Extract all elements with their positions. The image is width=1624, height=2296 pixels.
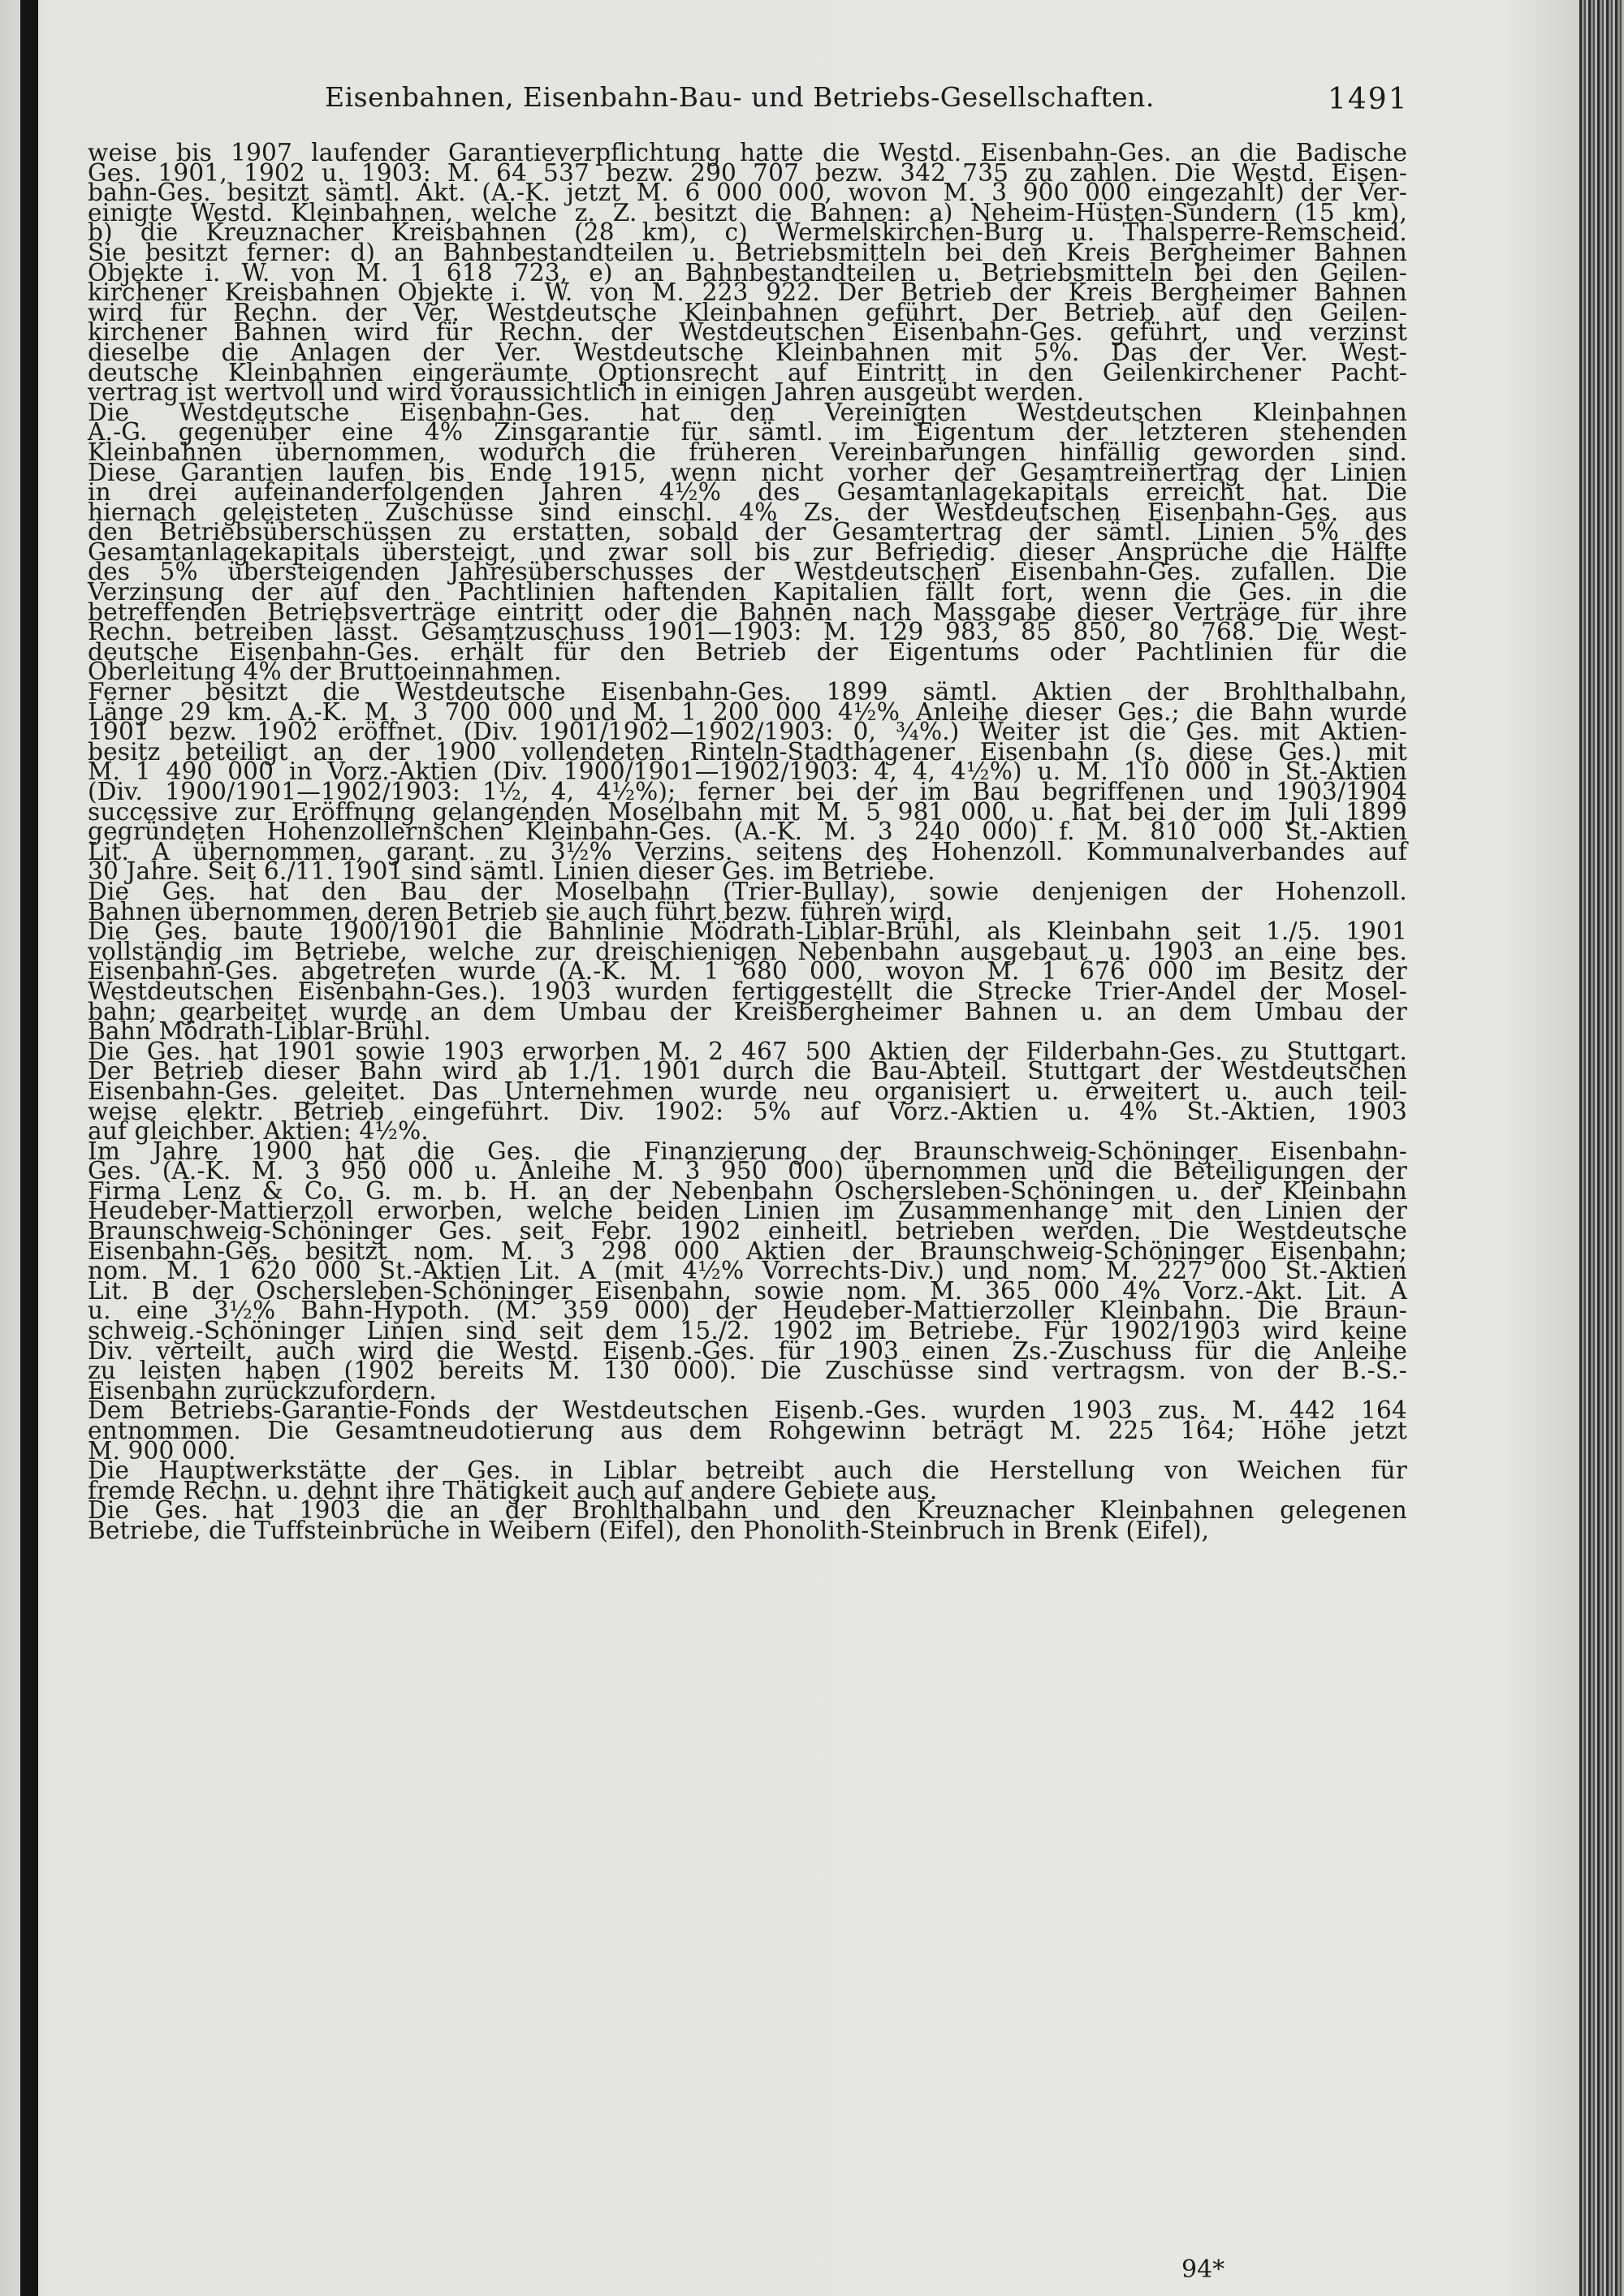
text-line: Oberleitung 4% der Bruttoeinnahmen. [88,658,562,686]
printer-signature-mark: 94* [1181,2255,1225,2284]
text-line: nom. M. 1 620 000 St.-Aktien Lit. A (mit 4½% Vorrechts-Div.) und nom. M. 227 000 St.-Aktien [88,1257,1407,1285]
text-line: Lit. B der Oschersleben-Schöninger Eisenbahn, sowie nom. M. 365 000 4% Vorz.-Akt. Lit. A [88,1276,1407,1305]
text-line: kirchener Bahnen wird für Rechn. der Westdeutschen Eisenbahn-Ges. geführt, und verzinst [88,318,1407,347]
text-line: (Div. 1900/1901—1902/1903: 1½, 4, 4½%); ferner bei der im Bau begriffenen und 1903/1904 [88,778,1407,805]
text-line: 30 Jahre. Seit 6./11. 1901 sind sämtl. Linien dieser Ges. im Betriebe. [88,857,935,886]
text-line: kirchener Kreisbahnen Objekte i. W. von M. 223 922. Der Betrieb der Kreis Bergheimer Bahnen [88,278,1407,307]
paragraph [88,917,1407,1046]
text-line: in drei aufeinanderfolgenden Jahren 4½% des Gesamtanlagekapitals erreicht hat. Die [88,478,1407,507]
text-line: fremde Rechn. u. dehnt ihre Thätigkeit auch auf andere Gebiete aus. [88,1476,938,1504]
text-line: M. 900 000. [88,1436,236,1465]
paragraph [88,1037,1407,1146]
text-line: entnommen. Die Gesamtneudotierung aus dem Rohgewinn beträgt M. 225 164; Höhe jetzt [88,1417,1407,1444]
text-line: Diese Garantien laufen bis Ende 1915, wenn nicht vorher der Gesamtreinertrag der Linien [88,458,1407,486]
text-line: weise elektr. Betrieb eingeführt. Div. 1902: 5% auf Vorz.-Aktien u. 4% St.-Aktien, 1903 [88,1097,1407,1125]
text-line: Heudeber-Mattierzoll erworben, welche beiden Linien im Zusammenhange mit den Linien der [88,1197,1407,1225]
text-line: Im Jahre 1900 hat die Ges. die Finanzierung der Braunschweig-Schöninger Eisenbahn- [88,1137,1407,1165]
text-line: Ferner besitzt die Westdeutsche Eisenbahn-Ges. 1899 sämtl. Aktien der Brohlthalbahn, [88,678,1407,706]
body-text [88,139,1407,1544]
text-line: A.-G. gegenüber eine 4% Zinsgarantie für sämtl. im Eigentum der letzteren stehenden [88,418,1407,447]
text-line: Braunschweig-Schöninger Ges. seit Febr. 1902 einheitl. betrieben werden. Die Westdeutsche [88,1217,1407,1245]
text-line: Westdeutschen Eisenbahn-Ges.). 1903 wurden fertiggestellt die Strecke Trier-Andel der Mosel- [88,977,1407,1005]
text-line: zu leisten haben (1902 bereits M. 130 000). Die Zuschüsse sind vertragsm. von der B.-S.- [88,1357,1407,1385]
text-line: vertrag ist wertvoll und wird voraussichtlich in einigen Jahren ausgeübt werden. [88,378,1085,407]
text-line: Dem Betriebs-Garantie-Fonds der Westdeutschen Eisenb.-Ges. wurden 1903 zus. M. 442 164 [88,1396,1407,1425]
paragraph [88,1496,1407,1544]
text-line: hiernach geleisteten Zuschüsse sind einschl. 4% Zs. der Westdeutschen Eisenbahn-Ges. aus [88,498,1407,526]
text-line: weise bis 1907 laufender Garantieverpflichtung hatte die Westd. Eisenbahn-Ges. an die Badische [88,139,1407,166]
text-line: Bahn Mödrath-Liblar-Brühl. [88,1017,431,1046]
text-line: Die Hauptwerkstätte der Ges. in Liblar betreibt auch die Herstellung von Weichen für [88,1457,1407,1485]
paragraph [88,1396,1407,1465]
text-line: Die Ges. hat 1903 die an der Brohlthalbahn und den Kreuznacher Kleinbahnen gelegenen [88,1496,1407,1525]
text-line: betreffenden Betriebsverträge eintritt oder die Bahnen nach Massgabe dieser Verträge für ihre [88,598,1407,626]
page-edge-right [1579,0,1624,2296]
text-line: des 5% übersteigenden Jahresüberschusses der Westdeutschen Eisenbahn-Ges. zufallen. Die [88,558,1407,586]
text-line: einigte Westd. Kleinbahnen, welche z. Z. besitzt die Bahnen: a) Neheim-Hüsten-Sundern (15 km), [88,198,1407,227]
text-line: Rechn. betreiben lässt. Gesamtzuschuss 1901—1903: M. 129 983, 85 850, 80 768. Die West- [88,618,1407,646]
text-line: Ges. (A.-K. M. 3 950 000 u. Anleihe M. 3 950 000) übernommen und die Beteiligungen der [88,1157,1407,1185]
text-line: bahn; gearbeitet wurde an dem Umbau der Kreisbergheimer Bahnen u. an dem Umbau der [88,997,1407,1025]
text-line: 1901 bezw. 1902 eröffnet. (Div. 1901/1902—1902/1903: 0, ¾%.) Weiter ist die Ges. mit Aktien- [88,718,1407,746]
text-line: auf gleichber. Aktien: 4½%. [88,1117,429,1146]
text-line: vollständig im Betriebe, welche zur dreischienigen Nebenbahn ausgebaut u. 1903 an eine bes. [88,937,1407,965]
text-line: wird für Rechn. der Ver. Westdeutsche Kleinbahnen geführt. Der Betrieb auf den Geilen- [88,298,1407,326]
text-line: Objekte i. W. von M. 1 618 723, e) an Bahnbestandteilen u. Betriebsmitteln bei den Geilen- [88,258,1407,287]
text-line: Eisenbahn-Ges. besitzt nom. M. 3 298 000 Aktien der Braunschweig-Schöninger Eisenbahn; [88,1236,1407,1265]
text-line: gegründeten Hohenzollernschen Kleinbahn-Ges. (A.-K. M. 3 240 000) f. M. 810 000 St.-Aktien [88,818,1407,846]
text-line: Die Westdeutsche Eisenbahn-Ges. hat den Vereinigten Westdeutschen Kleinbahnen [88,398,1407,426]
text-line: deutsche Kleinbahnen eingeräumte Optionsrecht auf Eintritt in den Geilenkirchener Pacht- [88,358,1407,386]
text-line: Der Betrieb dieser Bahn wird ab 1./1. 1901 durch die Bau-Abteil. Stuttgart der Westdeutschen [88,1057,1407,1085]
text-line: Gesamtanlagekapitals übersteigt, und zwar soll bis zur Befriedig. dieser Ansprüche die Hälfte [88,537,1407,566]
text-line: deutsche Eisenbahn-Ges. erhält für den Betrieb der Eigentums oder Pachtlinien für die [88,637,1407,666]
text-line: Bahnen übernommen, deren Betrieb sie auch führt bezw. führen wird. [88,897,953,926]
text-line: besitz beteiligt an der 1900 vollendeten Rinteln-Stadthagener Eisenbahn (s. diese Ges.) mit [88,737,1407,766]
text-line: Eisenbahn-Ges. abgetreten wurde (A.-K. M. 1 680 000, wovon M. 1 676 000 im Besitz der [88,957,1407,986]
text-line: dieselbe die Anlagen der Ver. Westdeutsche Kleinbahnen mit 5%. Das der Ver. West- [88,338,1407,366]
text-line: Sie besitzt ferner: d) an Bahnbestandteilen u. Betriebsmitteln bei den Kreis Bergheimer Bahnen [88,238,1407,266]
text-line: Firma Lenz & Co. G. m. b. H. an der Nebenbahn Oschersleben-Schöningen u. der Kleinbahn [88,1176,1407,1205]
paragraph [88,398,1407,686]
text-line: Kleinbahnen übernommen, wodurch die früheren Vereinbarungen hinfällig geworden sind. [88,438,1407,466]
text-line: Verzinsung der auf den Pachtlinien haftenden Kapitalien fällt fort, wenn die Ges. in die [88,578,1407,606]
text-line: Eisenbahn-Ges. geleitet. Das Unternehmen wurde neu organisiert u. erweitert u. auch teil- [88,1077,1407,1105]
text-line: u. eine 3½% Bahn-Hypoth. (M. 359 000) der Heudeber-Mattierzoller Kleinbahn. Die Braun- [88,1297,1407,1325]
page-number: 1491 [1328,83,1409,116]
text-line: Eisenbahn zurückzufordern. [88,1376,437,1405]
paragraph [88,877,1407,926]
running-header: Eisenbahnen, Eisenbahn-Bau- und Betriebs-Gesellschaften. [325,81,1155,113]
text-line: schweig.-Schöninger Linien sind seit dem 15./2. 1902 im Betriebe. Für 1902/1903 wird keine [88,1317,1407,1345]
text-line: den Betriebsüberschüssen zu erstatten, sobald der Gesamtertrag der sämtl. Linien 5% des [88,518,1407,546]
text-line: Betriebe, die Tuffsteinbrüche in Weibern (Eifel), den Phonolith-Steinbruch in Brenk (Eifel), [88,1516,1210,1544]
text-line: Länge 29 km. A.-K. M. 3 700 000 und M. 1 200 000 4½% Anleihe dieser Ges.; die Bahn wurde [88,697,1407,726]
text-line: successive zur Eröffnung gelangenden Moselbahn mit M. 5 981 000, u. hat bei der im Juli 1899 [88,797,1407,826]
text-line: Die Ges. hat 1901 sowie 1903 erworben M. 2 467 500 Aktien der Filderbahn-Ges. zu Stuttgart. [88,1037,1407,1065]
paragraph [88,678,1407,886]
text-line: Div. verteilt, auch wird die Westd. Eisenb.-Ges. für 1903 einen Zs.-Zuschuss für die Anleihe [88,1336,1407,1365]
paragraph [88,139,1407,407]
text-line: Die Ges. hat den Bau der Moselbahn (Trier-Bullay), sowie denjenigen der Hohenzoll. [88,877,1407,905]
text-line: M. 1 490 000 in Vorz.-Aktien (Div. 1900/1901—1902/1903: 4, 4, 4½%) u. M. 110 000 in St.-Aktien [88,757,1407,786]
text-line: bahn-Ges. besitzt sämtl. Akt. (A.-K. jetzt M. 6 000 000, wovon M. 3 900 000 eingezahlt) der Ver- [88,179,1407,207]
paragraph [88,1137,1407,1405]
page-edge-left [20,0,38,2296]
text-line: Lit. A übernommen, garant. zu 3½% Verzins. seitens des Hohenzoll. Kommunalverbandes auf [88,837,1407,865]
text-line: b) die Kreuznacher Kreisbahnen (28 km), c) Wermelskirchen-Burg u. Thalsperre-Remscheid. [88,218,1407,247]
text-line: Ges. 1901, 1902 u. 1903: M. 64 537 bezw. 290 707 bezw. 342 735 zu zahlen. Die Westd. Eisen- [88,158,1407,187]
text-line: Die Ges. baute 1900/1901 die Bahnlinie Mödrath-Liblar-Brühl, als Kleinbahn seit 1./5. 1901 [88,917,1407,946]
paragraph [88,1457,1407,1504]
